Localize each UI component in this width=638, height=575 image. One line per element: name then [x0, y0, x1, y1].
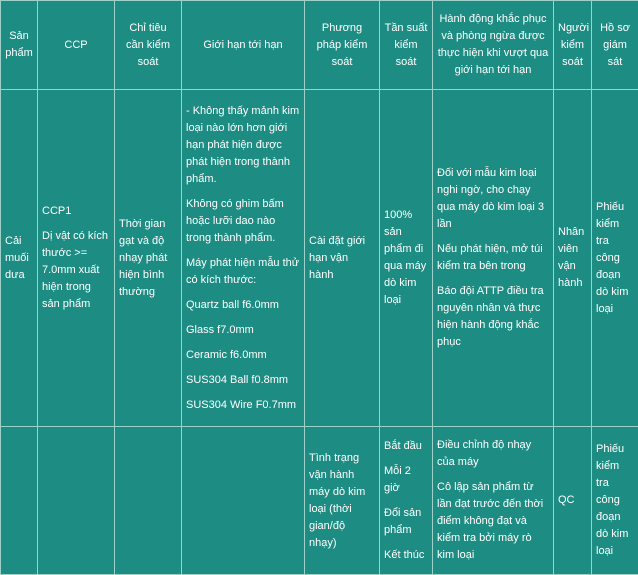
cell-ccp: [38, 427, 115, 575]
table-row: [1, 90, 638, 427]
cell-corrective-actions: [433, 90, 554, 427]
header-row: [1, 1, 638, 90]
limit-item: Ceramic f6.0mm: [186, 348, 267, 361]
action-item: Điều chỉnh độ nhạy của máy: [437, 439, 532, 468]
limit-item: SUS304 Wire F0.7mm: [186, 398, 297, 411]
header-critical-limits: Giới hạn tới hạn: [182, 1, 305, 90]
limit-item: Quartz ball f6.0mm: [186, 298, 279, 311]
frequency-item: Mỗi 2 giờ: [384, 464, 411, 494]
cell-controller: Nhân viên vận hành: [554, 90, 592, 427]
cell-controller: QC: [554, 427, 592, 575]
table-row: [1, 427, 638, 575]
frequency-item: Kết thúc: [384, 548, 425, 561]
limit-item: Glass f7.0mm: [186, 323, 254, 336]
cell-control-method: Tình trạng vận hành máy dò kim loại (thời gian/độ nhạy): [305, 427, 380, 575]
cell-product: [1, 427, 38, 575]
cell-critical-limits: [182, 90, 305, 427]
cell-control-method: Cài đặt giới hạn vận hành: [305, 90, 380, 427]
header-corrective-actions: Hành động khắc phục và phòng ngừa được thực hiện khi vượt qua giới hạn tới hạn: [433, 1, 554, 90]
header-records: Hồ sơ giám sát: [592, 1, 638, 90]
cell-critical-limits: [182, 427, 305, 575]
cell-frequency: [380, 427, 433, 575]
action-item: Cô lập sản phẩm từ lần đạt trước đến thời điểm không đạt và kiểm tra bởi máy rò kim loại: [437, 481, 544, 561]
cell-criteria: [115, 427, 182, 575]
cell-criteria: Thời gian gạt và độ nhạy phát hiện bình thường: [115, 90, 182, 427]
limit-item: Máy phát hiện mẫu thử có kích thước:: [186, 256, 300, 286]
action-item: Nếu phát hiện, mở túi kiểm tra bên trong: [437, 243, 543, 272]
limit-item: SUS304 Ball f0.8mm: [186, 373, 289, 386]
ccp-code: CCP1: [42, 205, 72, 217]
cell-corrective-actions: [433, 427, 554, 575]
action-item: Báo đội ATTP điều tra nguyên nhân và thực hiện hành động khắc phục: [437, 285, 544, 348]
limit-item: - Không thấy mảnh kim loại nào lớn hơn giới hạn phát hiện được phát hiện trong thành phẩm.: [186, 104, 300, 185]
cell-product: Cải muối dưa: [1, 90, 38, 427]
action-item: Đối với mẫu kim loại nghi ngờ, cho chạy qua máy dò kim loại 3 lần: [437, 167, 544, 230]
header-criteria: Chỉ tiêu cần kiểm soát: [115, 1, 182, 90]
frequency-item: Bắt đầu: [384, 439, 422, 452]
header-product: Sản phẩm: [1, 1, 38, 90]
cell-records: Phiếu kiểm tra công đoạn dò kim loại: [592, 427, 638, 575]
cell-frequency: 100% sản phẩm đi qua máy dò kim loại: [380, 90, 433, 427]
header-control-method: Phương pháp kiểm soát: [305, 1, 380, 90]
header-ccp: CCP: [38, 1, 115, 90]
cell-ccp: [38, 90, 115, 427]
cell-records: Phiếu kiểm tra công đoạn dò kim loại: [592, 90, 638, 427]
header-controller: Người kiểm soát: [554, 1, 592, 90]
header-frequency: Tần suất kiểm soát: [380, 1, 433, 90]
limit-item: Không có ghim bấm hoặc lưỡi dao nào trong thành phẩm.: [186, 197, 284, 244]
frequency-item: Đổi sản phẩm: [384, 506, 422, 536]
ccp-description: Dị vật có kích thước >= 7.0mm xuất hiện trong sản phẩm: [42, 230, 109, 310]
